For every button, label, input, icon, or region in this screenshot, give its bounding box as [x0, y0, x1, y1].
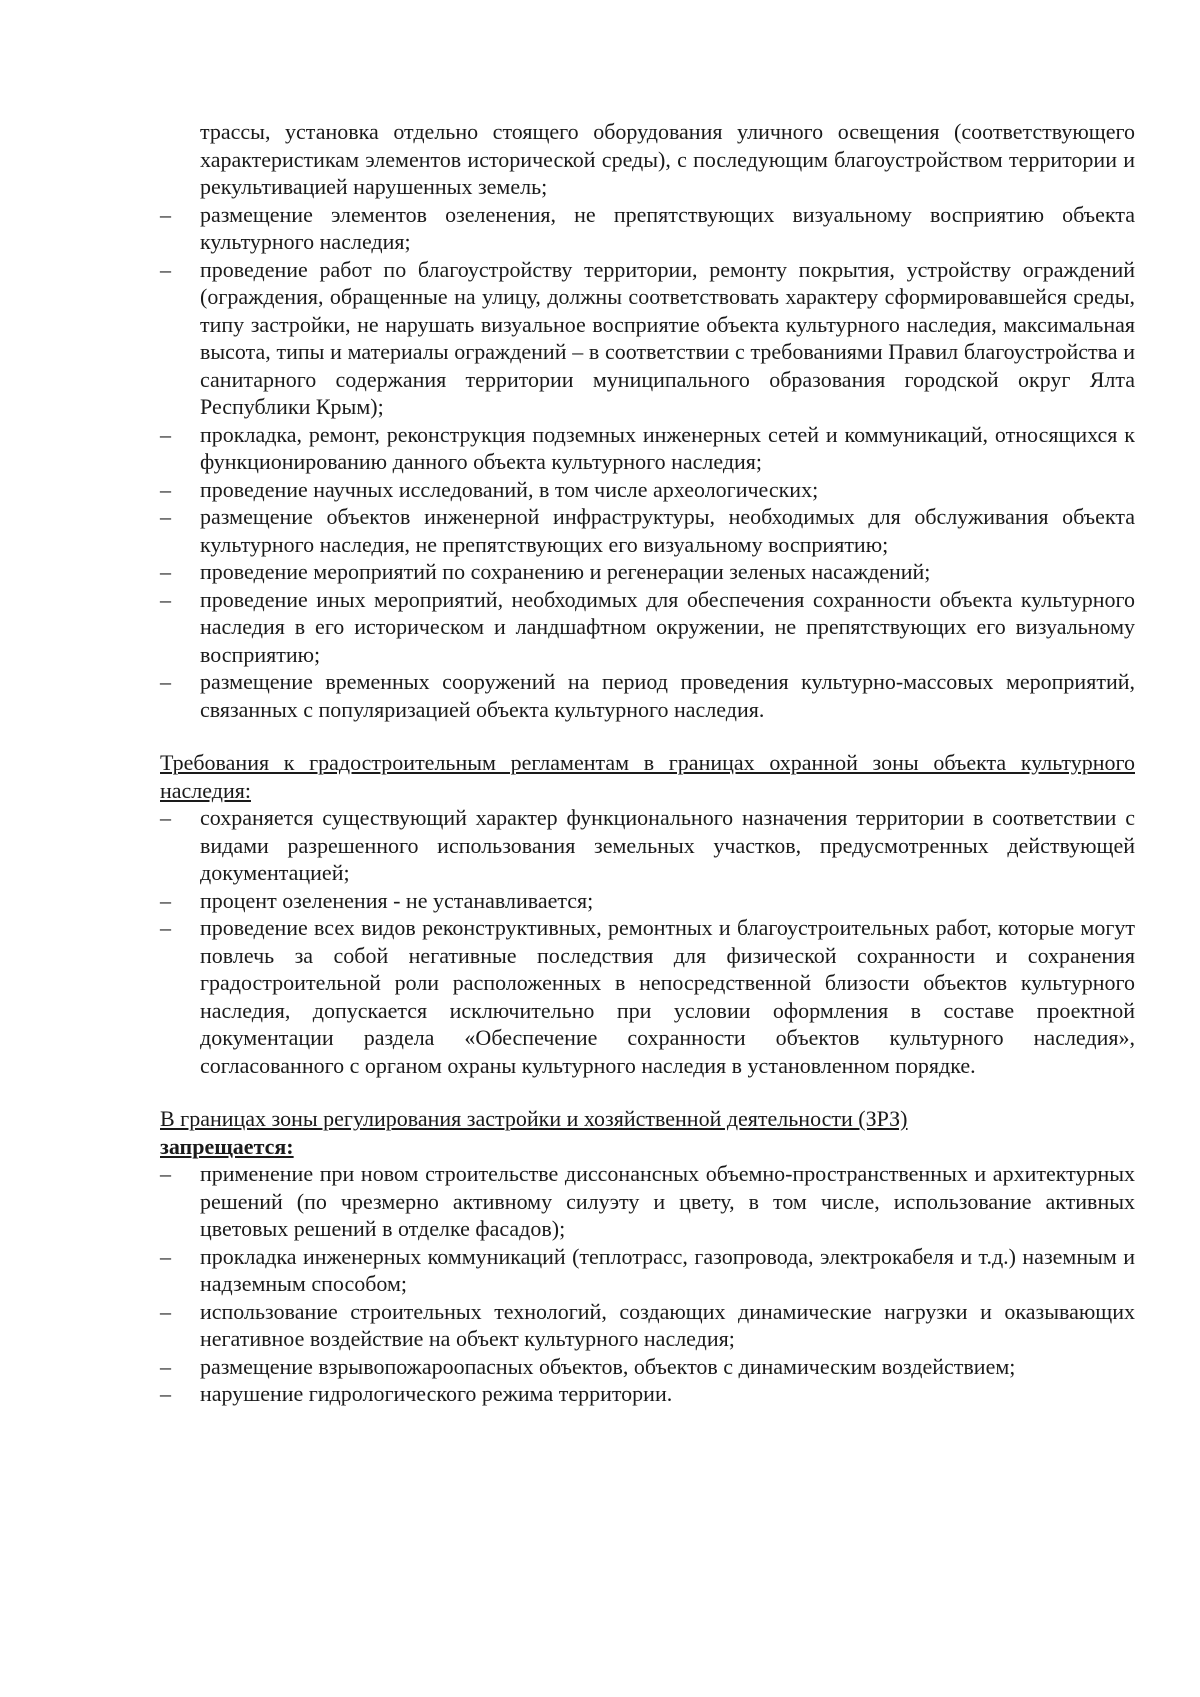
dash-bullet: – [160, 256, 171, 282]
list-item-text: применение при новом строительстве диссонансных объемно-пространственных и архитектурных решений (по чрезмерно активному силуэту и цвету, в том числе, использование активных цветовых решений в отделке фасадов); [200, 1161, 1135, 1241]
list-item-text: сохраняется существующий характер функционального назначения территории в соответствии с видами разрешенного использования земельных участков, предусмотренных действующей документацией; [200, 805, 1135, 885]
list-item-text: проведение иных мероприятий, необходимых для обеспечения сохранности объекта культурного наследия в его историческом и ландшафтном окружении, не препятствующих его визуальному восприятию; [200, 586, 1135, 667]
list-item [160, 1160, 1135, 1243]
list-item-text: проведение работ по благоустройству территории, ремонту покрытия, устройству ограждений (ограждения, обращенные на улицу, должны соответствовать характеру сформировавшейся среды, типу застройки, не нарушать визуальное восприятие объекта культурного наследия, максимальная высота, типы и материалы ограждений – в соответствии с требованиями Правил благоустройства и санитарного содержания территории муниципального образования городской округ Ялта Республики Крым); [200, 256, 1135, 419]
list-item-text: прокладка, ремонт, реконструкция подземных инженерных сетей и коммуникаций, относящихся к функционированию данного объекта культурного наследия; [200, 421, 1135, 474]
list-item [160, 476, 1135, 504]
dash-bullet: – [160, 887, 171, 913]
list-item [160, 887, 1135, 915]
list-item-text: использование строительных технологий, создающих динамические нагрузки и оказывающих негативное воздействие на объект культурного наследия; [200, 1298, 1135, 1351]
list-item-text: проведение всех видов реконструктивных, ремонтных и благоустроительных работ, которые могут повлечь за собой негативные последствия для физической сохранности и сохранения градостроительной роли расположенных в непосредственной близости объектов культурного наследия, допускается исключительно при условии оформления в составе проектной документации раздела «Обеспечение сохранности объектов культурного наследия», согласованного с органом охраны культурного наследия в установленном порядке. [200, 915, 1135, 1078]
list-item [160, 586, 1135, 669]
list-item [160, 668, 1135, 723]
dash-bullet: – [160, 504, 171, 529]
permitted-works-list [160, 201, 1135, 724]
document-body [160, 118, 1135, 1408]
list-item [160, 914, 1135, 1079]
dash-bullet: – [160, 1161, 171, 1186]
dash-bullet: – [160, 1243, 171, 1269]
list-item-text: нарушение гидрологического режима территории. [200, 1381, 673, 1406]
list-item [160, 503, 1135, 558]
dash-bullet: – [160, 586, 171, 612]
list-item [160, 804, 1135, 887]
dash-bullet: – [160, 1381, 171, 1406]
dash-bullet: – [160, 1353, 171, 1379]
dash-bullet: – [160, 559, 171, 584]
list-item [160, 1298, 1135, 1353]
dash-bullet: – [160, 421, 171, 447]
list-item-text: проведение научных исследований, в том числе археологических; [200, 476, 819, 502]
list-item-text: проведение мероприятий по сохранению и регенерации зеленых насаждений; [200, 559, 931, 584]
list-item [160, 1380, 1135, 1408]
zrz-zone-heading [160, 1105, 1135, 1160]
list-item-text: размещение элементов озеленения, не препятствующих визуальному восприятию объекта культурного наследия; [200, 201, 1135, 254]
dash-bullet: – [160, 201, 171, 227]
list-item-text: размещение временных сооружений на период проведения культурно-массовых мероприятий, связанных с популяризацией объекта культурного наследия. [200, 669, 1135, 722]
zrz-heading-prohibited: запрещается: [160, 1133, 294, 1159]
list-item [160, 1243, 1135, 1298]
list-item [160, 421, 1135, 476]
zrz-heading-text: В границах зоны регулирования застройки и хозяйственной деятельности (ЗРЗ) [160, 1106, 908, 1131]
list-item [160, 201, 1135, 256]
protection-zone-requirements-list [160, 804, 1135, 1079]
zrz-prohibitions-list [160, 1160, 1135, 1408]
list-item [160, 558, 1135, 586]
list-item-text: размещение объектов инженерной инфраструктуры, необходимых для обслуживания объекта культурного наследия, не препятствующих его визуальному восприятию; [200, 504, 1135, 557]
dash-bullet: – [160, 476, 171, 502]
list-item-text: размещение взрывопожароопасных объектов, объектов с динамическим воздействием; [200, 1353, 1016, 1379]
dash-bullet: – [160, 669, 171, 694]
protection-zone-heading: Требования к градостроительным регламентам в границах охранной зоны объекта культурного наследия: [160, 750, 1135, 803]
list-item-text: прокладка инженерных коммуникаций (теплотрасс, газопровода, электрокабеля и т.д.) наземным и надземным способом; [200, 1243, 1135, 1296]
dash-bullet: – [160, 915, 171, 940]
dash-bullet: – [160, 1298, 171, 1324]
dash-bullet: – [160, 805, 171, 830]
list-item-text: процент озеленения - не устанавливается; [200, 887, 594, 913]
list-item [160, 256, 1135, 421]
list-item [160, 1353, 1135, 1381]
intro-continuation-paragraph: трассы, установка отдельно стоящего оборудования уличного освещения (соответствующего характеристикам элементов исторической среды), с последующим благоустройством территории и рекультивацией нарушенных земель; [200, 119, 1135, 199]
